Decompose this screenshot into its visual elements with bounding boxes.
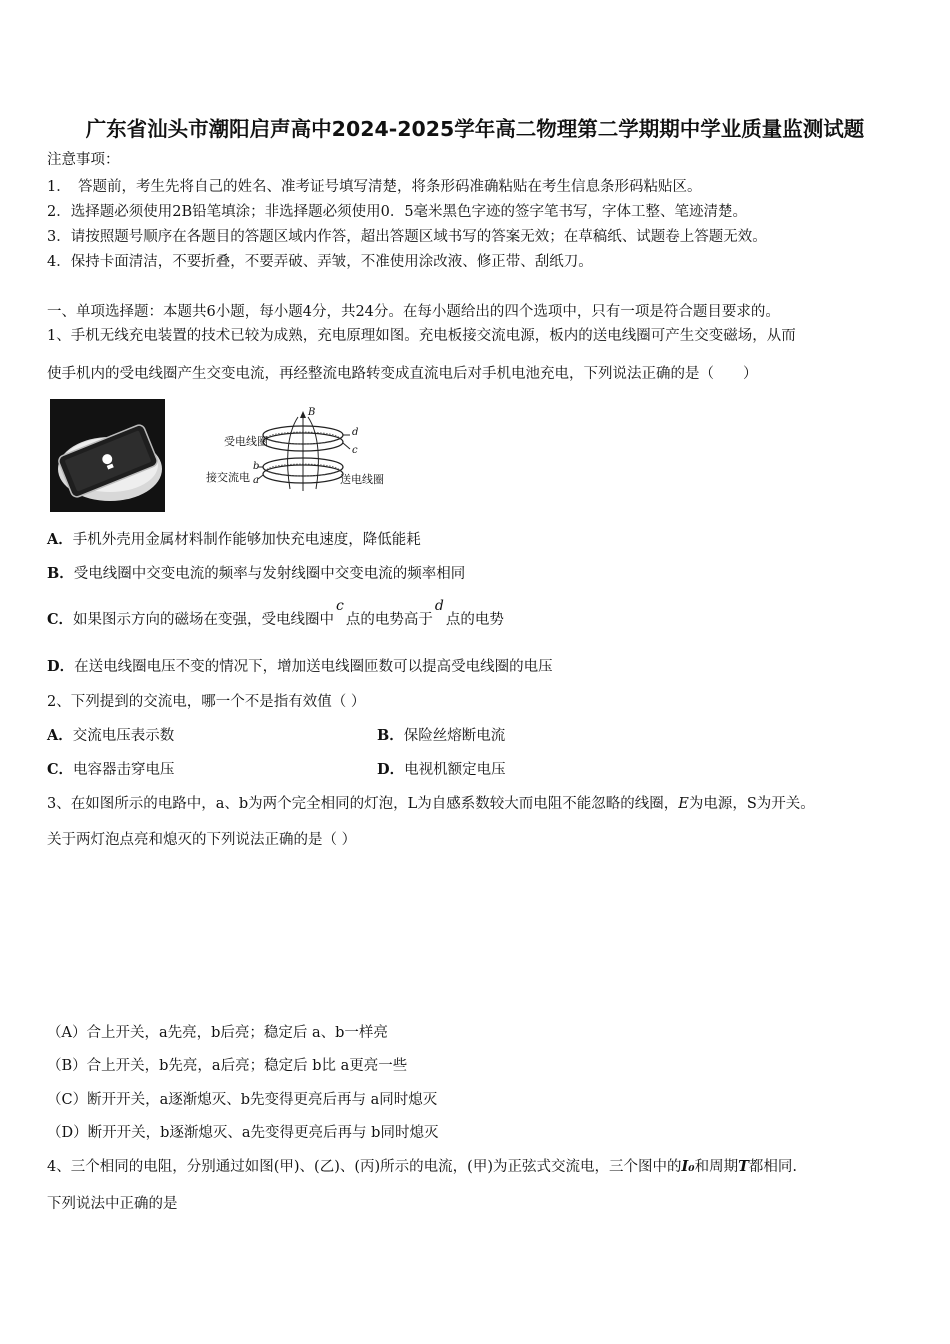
q2-option-b[interactable] <box>377 726 505 746</box>
q1-option-c-letter: C． <box>47 611 74 628</box>
q4-stem-part-2: 和周期 <box>694 1159 739 1175</box>
q1-option-a-letter: A． <box>47 531 73 548</box>
q3-stem-E: E <box>678 796 689 812</box>
q1-option-b[interactable] <box>47 564 465 584</box>
q3-stem-part-2: 为电源，S为开关。 <box>688 796 815 812</box>
q4-stem-part-1: 4、三个相同的电阻，分别通过如图(甲)、(乙)、(丙)所示的电流，(甲)为正弦式交流电，三个图中的 <box>47 1159 682 1175</box>
q2-stem: 2、下列提到的交流电，哪一个不是指有效值（ ） <box>47 694 366 710</box>
q1-option-c-var-d: d <box>434 598 444 614</box>
q4-stem-T: T <box>738 1158 749 1175</box>
q1-option-c-text-1: 如果图示方向的磁场在变强，受电线圈中 <box>73 612 335 628</box>
q3-stem-line2: 关于两灯泡点亮和熄灭的下列说法正确的是（ ） <box>47 832 357 848</box>
q2-option-d-letter: D． <box>377 761 405 778</box>
label-a: a <box>253 475 259 486</box>
q1-option-d-text: 在送电线圈电压不变的情况下，增加送电线圈匝数可以提高受电线圈的电压 <box>74 659 553 675</box>
label-b: b <box>253 461 260 472</box>
q2-option-a[interactable] <box>47 726 174 746</box>
q4-stem-line1 <box>47 1157 797 1177</box>
label-send-coil: 送电线圈 <box>340 473 384 486</box>
q1-option-a-text: 手机外壳用金属材料制作能够加快充电速度，降低能耗 <box>72 532 421 548</box>
notice-item-3: 3．请按照题号顺序在各题目的答题区域内作答，超出答题区域书写的答案无效；在草稿纸、试题卷上答题无效。 <box>47 229 767 245</box>
label-c: c <box>352 445 358 456</box>
q1-option-d[interactable] <box>47 657 553 677</box>
q3-option-c[interactable]: （C）断开开关，a逐渐熄灭、b先变得更亮后再与 a同时熄灭 <box>47 1092 438 1108</box>
q3-stem-part-1: 3、在如图所示的电路中，a、b为两个完全相同的灯泡，L为自感系数较大而电阻不能忽略的线圈， <box>47 796 679 812</box>
q1-option-d-letter: D． <box>47 658 75 675</box>
q1-option-c-text-2: 点的电势高于 <box>345 612 433 628</box>
q4-stem-line2: 下列说法中正确的是 <box>47 1196 178 1212</box>
section-heading: 一、单项选择题：本题共6小题，每小题4分，共24分。在每小题给出的四个选项中，只有一项是符合题目要求的。 <box>47 304 780 320</box>
notice-item-1: 1． 答题前，考生先将自己的姓名、准考证号填写清楚，将条形码准确粘贴在考生信息条形码粘贴区。 <box>47 179 702 195</box>
q2-option-b-text: 保险丝熔断电流 <box>403 728 506 744</box>
notice-item-4: 4．保持卡面清洁，不要折叠，不要弄破、弄皱，不准使用涂改液、修正带、刮纸刀。 <box>47 254 593 270</box>
q3-option-b[interactable]: （B）合上开关，b先亮，a后亮；稳定后 b比 a更亮一些 <box>47 1058 408 1074</box>
q1-option-c[interactable] <box>47 598 504 630</box>
label-ac-input: 接交流电 <box>206 471 250 484</box>
page-title: 广东省汕头市潮阳启声高中2024-2025学年高二物理第二学期期中学业质量监测试题 <box>85 117 865 141</box>
coil-diagram <box>200 405 400 500</box>
q2-option-c-text: 电容器击穿电压 <box>73 762 175 778</box>
q1-option-a[interactable] <box>47 530 421 550</box>
phone-charger-photo <box>50 399 165 512</box>
notice-heading: 注意事项： <box>47 152 120 168</box>
q2-option-a-text: 交流电压表示数 <box>72 728 175 744</box>
q2-option-a-letter: A． <box>47 727 73 744</box>
notice-item-2: 2．选择题必须使用2B铅笔填涂；非选择题必须使用0．5毫米黑色字迹的签字笔书写，字体工整、笔迹清楚。 <box>47 204 748 220</box>
q1-option-c-text-3: 点的电势 <box>445 612 504 628</box>
label-B: B <box>308 407 316 418</box>
q1-option-b-letter: B． <box>47 565 74 582</box>
label-receive-coil: 受电线圈 <box>224 435 268 448</box>
q4-stem-I0: I₀ <box>681 1158 695 1175</box>
q2-option-d-text: 电视机额定电压 <box>404 762 506 778</box>
q3-figure-area <box>47 865 907 1015</box>
q1-stem-line1: 1、手机无线充电装置的技术已较为成熟，充电原理如图。充电板接交流电源，板内的送电线圈可产生交变磁场，从而 <box>47 328 796 344</box>
q3-option-d[interactable]: （D）断开开关，b逐渐熄灭、a先变得更亮后再与 b同时熄灭 <box>47 1125 439 1141</box>
q3-option-a[interactable]: （A）合上开关，a先亮，b后亮；稳定后 a、b一样亮 <box>47 1025 388 1041</box>
q3-stem-line1 <box>47 794 815 814</box>
q1-stem-line2: 使手机内的受电线圈产生交变电流，再经整流电路转变成直流电后对手机电池充电，下列说法正确的是（ ） <box>47 366 758 382</box>
q2-option-c-letter: C． <box>47 761 74 778</box>
label-d: d <box>352 427 359 438</box>
q1-option-c-var-c: c <box>336 598 344 614</box>
q1-option-b-text: 受电线圈中交变电流的频率与发射线圈中交变电流的频率相同 <box>73 566 466 582</box>
q2-option-c[interactable] <box>47 760 175 780</box>
q2-option-d[interactable] <box>377 760 506 780</box>
q2-option-b-letter: B． <box>377 727 404 744</box>
q4-stem-part-3: 都相同. <box>748 1159 798 1175</box>
